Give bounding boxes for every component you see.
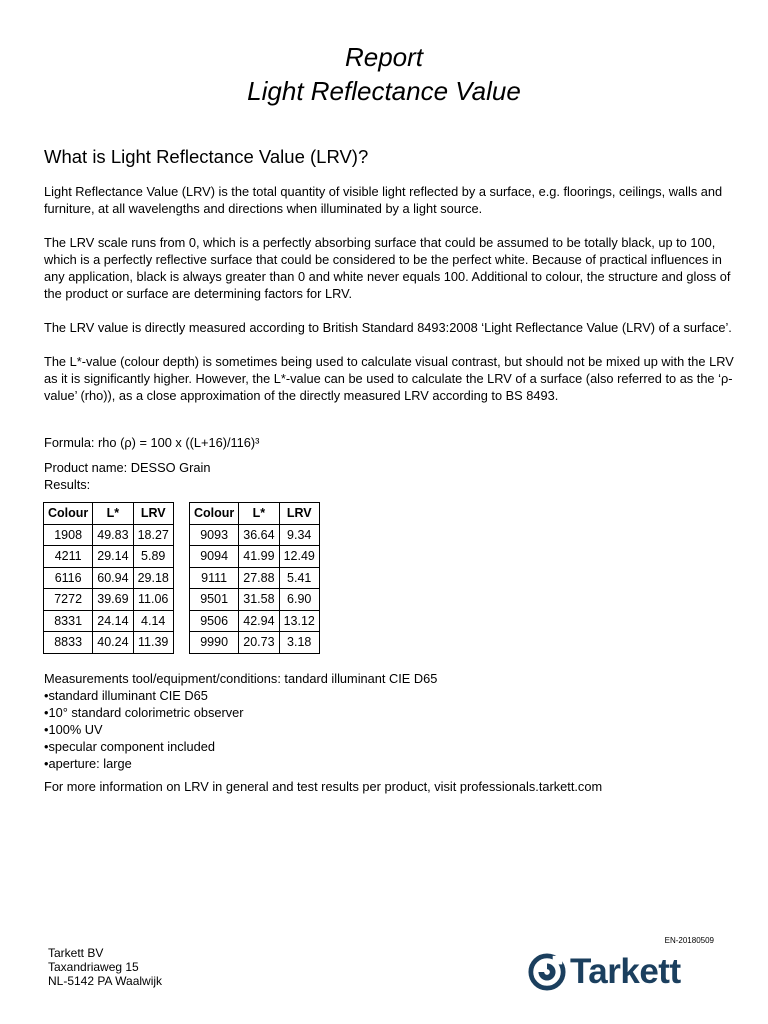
more-info-note: For more information on LRV in general and test results per product, visit professionals.tarkett.com (44, 779, 603, 794)
address-company: Tarkett BV (48, 946, 104, 960)
cell-colour: 1908 (44, 524, 93, 546)
cell-lrv: 5.41 (279, 567, 319, 589)
results-label: Results: (44, 477, 91, 492)
table-header-row (190, 503, 320, 525)
cell-lrv: 9.34 (279, 524, 319, 546)
cell-l-star: 27.88 (239, 567, 279, 589)
measurement-conditions (44, 670, 437, 772)
list-item: • aperture: large (44, 755, 437, 772)
table-row (44, 589, 174, 611)
cell-l-star: 42.94 (239, 610, 279, 632)
paragraph-1: Light Reflectance Value (LRV) is the total quantity of visible light reflected by a surface, e.g. floorings, ceilings, walls and furniture, at all wavelengths and directions when illuminated by a light source. (44, 184, 723, 216)
table-row (190, 589, 320, 611)
conditions-list (44, 687, 437, 772)
document-code: EN-20180509 (664, 936, 714, 945)
header-lrv: LRV (279, 503, 319, 525)
cell-colour: 9094 (190, 546, 239, 568)
header-colour: Colour (190, 503, 239, 525)
results-table-left (43, 502, 174, 654)
formula: Formula: rho (ρ) = 100 x ((L+16)/116)³ (44, 435, 260, 450)
product-line (44, 459, 210, 476)
cell-lrv: 12.49 (279, 546, 319, 568)
report-title (0, 40, 768, 108)
paragraph-3: The LRV value is directly measured according to British Standard 8493:2008 ‘Light Reflectance Value (LRV) of a surface’. (44, 320, 732, 335)
address-street: Taxandriaweg 15 (48, 960, 139, 974)
product-name: DESSO Grain (130, 460, 211, 475)
tarkett-logo (528, 950, 681, 994)
conditions-intro: Measurements tool/equipment/conditions: tandard illuminant CIE D65 (44, 671, 438, 686)
list-item: • standard illuminant CIE D65 (44, 687, 437, 704)
tarkett-swirl-icon (528, 953, 566, 991)
table-header-row (44, 503, 174, 525)
product-label: Product name: (44, 460, 131, 475)
cell-colour: 6116 (44, 567, 93, 589)
cell-l-star: 41.99 (239, 546, 279, 568)
company-address (48, 946, 162, 988)
cell-lrv: 3.18 (279, 632, 319, 654)
cell-l-star: 39.69 (93, 589, 133, 611)
table-row (190, 524, 320, 546)
logo-text: Tarkett (570, 952, 681, 991)
cell-colour: 8833 (44, 632, 93, 654)
address-city: NL-5142 PA Waalwijk (48, 974, 163, 988)
table-row (190, 632, 320, 654)
cell-lrv: 11.06 (133, 589, 173, 611)
cell-l-star: 24.14 (93, 610, 133, 632)
cell-colour: 9501 (190, 589, 239, 611)
header-l-star: L* (93, 503, 133, 525)
cell-l-star: 40.24 (93, 632, 133, 654)
title-line-2: Light Reflectance Value (247, 76, 521, 106)
cell-l-star: 60.94 (93, 567, 133, 589)
cell-colour: 9111 (190, 567, 239, 589)
cell-colour: 8331 (44, 610, 93, 632)
results-table-right (189, 502, 320, 654)
cell-l-star: 29.14 (93, 546, 133, 568)
table-row (44, 524, 174, 546)
cell-lrv: 18.27 (133, 524, 173, 546)
cell-colour: 9506 (190, 610, 239, 632)
cell-lrv: 4.14 (133, 610, 173, 632)
table-row (44, 610, 174, 632)
cell-l-star: 20.73 (239, 632, 279, 654)
list-item: • specular component included (44, 738, 437, 755)
table-row (190, 610, 320, 632)
paragraph-4: The L*-value (colour depth) is sometimes being used to calculate visual contrast, but should not be mixed up with the LRV as it is significantly higher. However, the L*-value can be used to calculate the LRV of a surface (also referred to as the ‘ρ-value’ (rho)), as a close approximation of the directly measured LRV according to BS 8493. (44, 354, 734, 403)
cell-l-star: 36.64 (239, 524, 279, 546)
body-text (44, 183, 734, 421)
table-row (190, 546, 320, 568)
header-lrv: LRV (133, 503, 173, 525)
cell-colour: 4211 (44, 546, 93, 568)
table-row (44, 632, 174, 654)
cell-lrv: 5.89 (133, 546, 173, 568)
header-colour: Colour (44, 503, 93, 525)
table-row (44, 567, 174, 589)
header-l-star: L* (239, 503, 279, 525)
table-row (44, 546, 174, 568)
cell-colour: 7272 (44, 589, 93, 611)
cell-l-star: 49.83 (93, 524, 133, 546)
list-item: • 100% UV (44, 721, 437, 738)
section-heading: What is Light Reflectance Value (LRV)? (44, 146, 369, 167)
cell-lrv: 6.90 (279, 589, 319, 611)
title-line-1: Report (344, 42, 424, 72)
cell-colour: 9093 (190, 524, 239, 546)
table-row (190, 567, 320, 589)
cell-lrv: 29.18 (133, 567, 173, 589)
cell-lrv: 13.12 (279, 610, 319, 632)
paragraph-2: The LRV scale runs from 0, which is a perfectly absorbing surface that could be assumed to be totally black, up to 100, which is a perfectly reflective surface that could be considered to be the perfect white. Because of practical influences in any application, black is always greater than 0 and white never equals 100. Additional to colour, the structure and gloss of the product or surface are determining factors for LRV. (44, 235, 731, 301)
cell-l-star: 31.58 (239, 589, 279, 611)
list-item: • 10° standard colorimetric observer (44, 704, 437, 721)
cell-colour: 9990 (190, 632, 239, 654)
cell-lrv: 11.39 (133, 632, 173, 654)
